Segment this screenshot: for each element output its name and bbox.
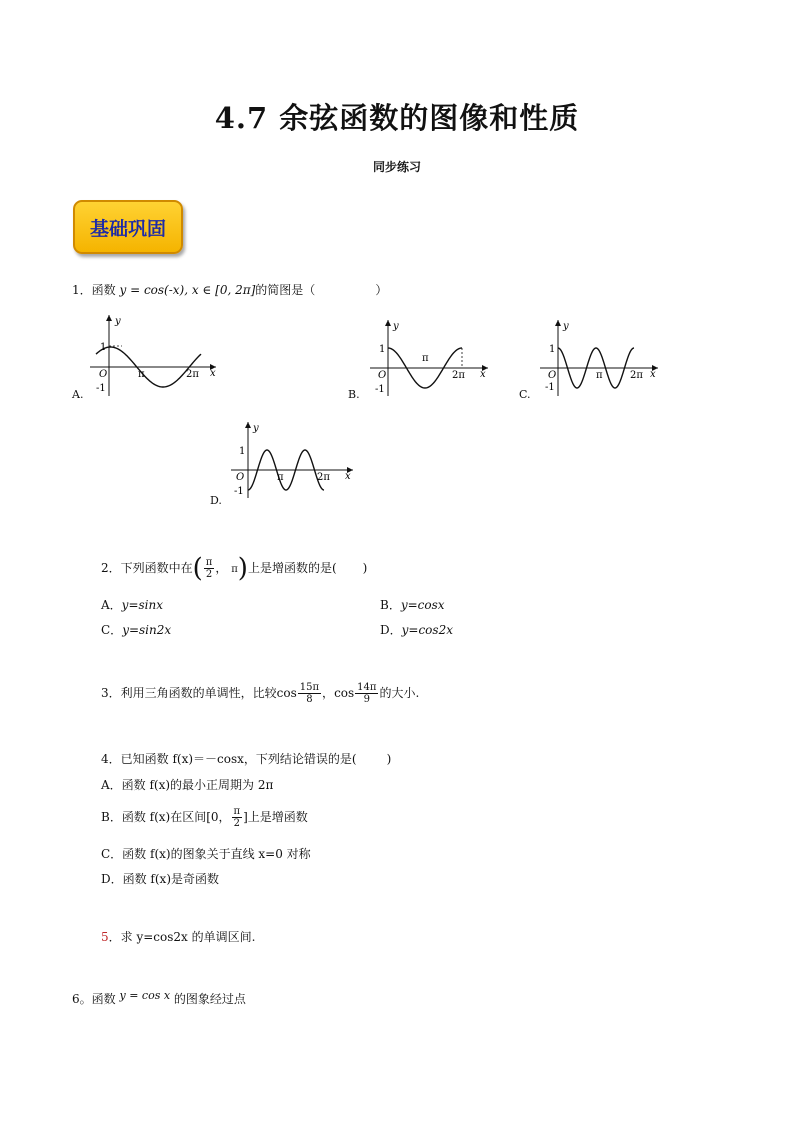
q2-option-b <box>380 596 445 613</box>
q2-close-paren: ) <box>237 553 248 584</box>
graph-b-2pi: 2π <box>452 370 465 381</box>
q4-option-a: A．函数 f(x)的最小正周期为 2π <box>101 778 274 792</box>
q1-option-b-label: B. <box>348 388 360 401</box>
graph-a-pi: π <box>138 369 145 380</box>
q4-option-c: C．函数 f(x)的图象关于直线 x=0 对称 <box>101 847 311 861</box>
q4-stem: 4．已知函数 f(x)＝－cosx，下列结论错误的是( <box>101 752 357 766</box>
q2-frac-den: 2 <box>205 569 213 580</box>
graph-a-origin: O <box>99 369 108 380</box>
question-5 <box>101 928 255 945</box>
graph-a-neg-one: -1 <box>96 383 106 394</box>
q2-pi: π <box>231 564 238 575</box>
q1-number: 1． <box>72 283 92 297</box>
q4-option-b-frac-num: π <box>233 806 241 817</box>
q6-text-b: 的图象经过点 <box>173 992 246 1006</box>
question-4-stem <box>101 750 391 767</box>
graph-b-y-label: y <box>393 321 399 332</box>
q3-frac-2-num: 14π <box>357 682 377 693</box>
q5-number: 5 <box>101 930 109 944</box>
graph-b-pi: π <box>422 353 429 364</box>
q3-stem: 3．利用三角函数的单调性，比较 <box>101 686 277 700</box>
q3-cos-2: cos <box>334 686 355 700</box>
q4-option-b-frac-den: 2 <box>233 818 240 829</box>
q2-option-a-label: A． <box>101 598 122 612</box>
question-2-stem <box>101 550 367 588</box>
q5-text: 求 y=cos2x 的单调区间. <box>120 930 256 944</box>
q4-option-b <box>101 798 308 836</box>
q1-text-b: 的简图是（ <box>255 283 316 297</box>
graph-a <box>88 310 223 400</box>
page-title: 4.7 余弦函数的图像和性质 <box>214 101 580 135</box>
q3-cos-1: cos <box>276 686 297 700</box>
q4-close: ) <box>386 752 392 766</box>
page-subtitle: 同步练习 <box>372 160 421 174</box>
graph-d-one: 1 <box>239 446 246 457</box>
graph-a-x-label: x <box>210 368 216 379</box>
question-1-stem <box>72 281 387 298</box>
graph-c-one: 1 <box>549 344 556 355</box>
graph-b-x-label: x <box>480 369 486 380</box>
q3-frac-1-num: 15π <box>299 682 320 693</box>
graph-d-y-label: y <box>253 423 259 434</box>
q2-option-a-expr: y=sinx <box>121 598 163 612</box>
q2-option-c-expr: y=sin2x <box>122 623 172 637</box>
q3-frac-2 <box>355 682 378 705</box>
graph-c-x-label: x <box>650 369 656 380</box>
q2-stem-a: 2．下列函数中在 <box>101 561 193 575</box>
graph-c <box>538 316 663 400</box>
q2-frac-num: π <box>205 557 213 568</box>
q3-frac-1 <box>298 682 321 705</box>
graph-a-y-label: y <box>115 316 121 327</box>
graph-c-origin: O <box>548 370 557 381</box>
q3-tail: 的大小. <box>379 686 420 700</box>
q2-option-d <box>380 621 453 638</box>
graph-d-pi: π <box>277 472 284 483</box>
question-3-stem <box>101 674 419 712</box>
q1-option-d-label: D. <box>210 494 222 507</box>
graph-a-2pi: 2π <box>186 369 199 380</box>
q1-close: ） <box>375 283 388 297</box>
q4-option-b-frac <box>232 806 243 829</box>
q6-text-a: 函数 <box>91 992 116 1006</box>
q1-formula: y = cos(-x), x ∈ [0, 2π] <box>119 283 256 297</box>
q3-frac-1-den: 8 <box>306 694 313 705</box>
graph-c-y-label: y <box>563 321 569 332</box>
q2-stem-b: 上是增函数的是( <box>247 561 337 575</box>
section-badge-label: 基础巩固 <box>89 217 166 240</box>
graph-b-origin: O <box>378 370 387 381</box>
q5-dot: ． <box>108 930 121 944</box>
q4-option-d: D．函数 f(x)是奇函数 <box>101 872 220 886</box>
q2-open-paren: ( <box>192 553 203 584</box>
q2-option-d-expr: y=cos2x <box>401 623 453 637</box>
q2-option-a <box>101 596 163 613</box>
q2-option-d-label: D． <box>380 623 402 637</box>
question-6 <box>72 990 246 1007</box>
graph-d-2pi: 2π <box>317 472 330 483</box>
q6-number: 6。 <box>72 992 92 1006</box>
section-badge <box>73 200 183 254</box>
q1-text-a: 函数 <box>91 283 116 297</box>
q2-frac <box>204 557 215 580</box>
graph-b-neg-one: -1 <box>375 384 385 395</box>
graph-c-2pi: 2π <box>630 370 643 381</box>
q3-frac-2-den: 9 <box>363 694 370 705</box>
graph-d <box>229 418 359 502</box>
graph-a-one: 1 <box>100 342 107 353</box>
q2-mid: ， <box>215 561 228 575</box>
graph-d-x-label: x <box>345 471 351 482</box>
graph-d-neg-one: -1 <box>234 486 244 497</box>
q1-option-a-label: A. <box>72 388 84 401</box>
q2-option-c-label: C． <box>101 623 123 637</box>
q2-option-c <box>101 621 171 638</box>
q4-option-b-b: ]上是增函数 <box>243 810 308 824</box>
graph-b-one: 1 <box>379 344 386 355</box>
graph-c-neg-one: -1 <box>545 382 555 393</box>
q2-option-b-label: B． <box>380 598 401 612</box>
q3-sep: ， <box>322 686 335 700</box>
q1-option-c-label: C. <box>519 388 531 401</box>
graph-d-origin: O <box>236 472 245 483</box>
graph-c-pi: π <box>596 370 603 381</box>
graph-b <box>368 316 493 400</box>
q4-option-b-a: B．函数 f(x)在区间[0， <box>101 810 231 824</box>
q2-close: ) <box>362 561 368 575</box>
q2-option-b-expr: y=cosx <box>400 598 445 612</box>
q6-formula: y = cos x <box>119 989 171 1002</box>
